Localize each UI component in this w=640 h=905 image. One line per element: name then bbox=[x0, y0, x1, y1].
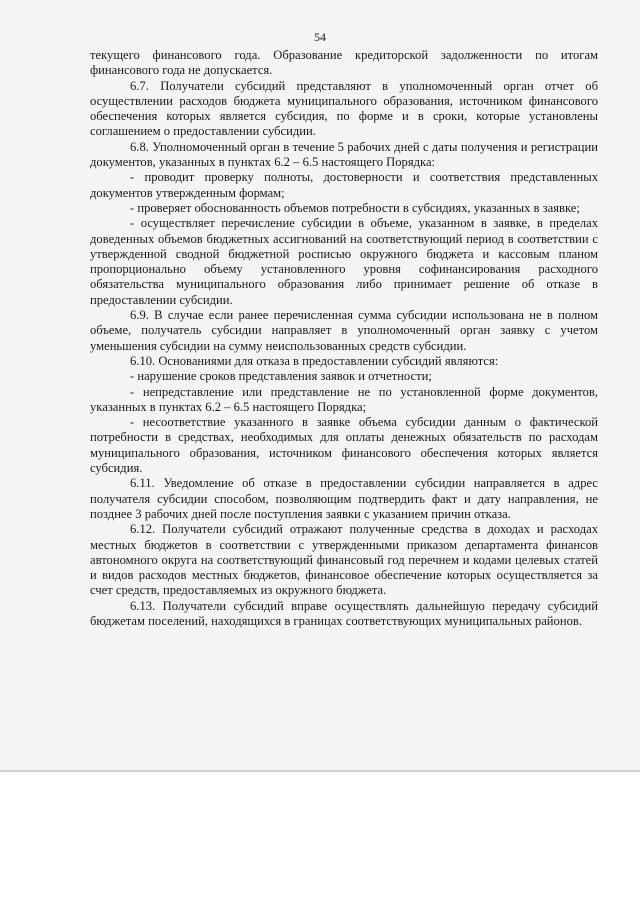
paragraph-6-10: 6.10. Основаниями для отказа в предоставлении субсидий являются: bbox=[130, 353, 499, 368]
list-item: - нарушение сроков представления заявок и отчетности; bbox=[130, 369, 432, 384]
list-item: - непредставление или представление не по установленной форме документов, указанных в пунктах 6.2 – 6.5 настоящего Порядка; bbox=[90, 384, 598, 414]
paragraph-6-7: 6.7. Получатели субсидий представляют в уполномоченный орган отчет об осуществлении расходов бюджета муниципального образования, источником финансового обеспечения которых является субсидия, по форме и в сроки, которые установлены соглашением о предоставлении субсидии. bbox=[90, 78, 598, 139]
paragraph-6-13: 6.13. Получатели субсидий вправе осуществлять дальнейшую передачу субсидий бюджетам поселений, находящихся в границах соответствующих муниципальных районов. bbox=[90, 598, 598, 628]
paragraph-6-8: 6.8. Уполномоченный орган в течение 5 рабочих дней с даты получения и регистрации документов, указанных в пунктах 6.2 – 6.5 настоящего Порядка: bbox=[90, 139, 598, 170]
list-item: - осуществляет перечисление субсидии в объеме, указанном в заявке, в пределах доведенных объемов бюджетных ассигнований на соответствующий период в соответствии с утвержденной сводной бюджетной росписью окружного бюджета и кассовым планом пропорционально объему установленного уровня софинансирования расходного обязательства муниципального образования либо принимает решение об отказе в предоставлении субсидии. bbox=[90, 216, 598, 307]
paragraph-continuation: текущего финансового года. Образование кредиторской задолженности по итогам финансового года не допускается. bbox=[90, 48, 598, 78]
list-item: - проверяет обоснованность объемов потребности в субсидиях, указанных в заявке; bbox=[130, 200, 580, 215]
document-body bbox=[90, 48, 598, 629]
page-number: 54 bbox=[314, 30, 326, 44]
paragraph-6-11: 6.11. Уведомление об отказе в предоставлении субсидии направляется в адрес получателя субсидии способом, позволяющим подтвердить факт и дату направления, не позднее 3 рабочих дней после поступления заявки с указанием причин отказа. bbox=[90, 476, 598, 521]
paragraph-6-12: 6.12. Получатели субсидий отражают полученные средства в доходах и расходах местных бюджетов в соответствии с утвержденными приказом департамента финансов автономного округа на соответствующий финансовый год перечнем и кодами целевых статей и видов расходов местных бюджетов, финансовое обеспечение которых осуществляется за счет средств, предоставляемых из окружного бюджета. bbox=[90, 522, 598, 598]
paragraph-6-9: 6.9. В случае если ранее перечисленная сумма субсидии использована не в полном объеме, получатель субсидии направляет в уполномоченный орган заявку с учетом уменьшения субсидии на сумму неиспользованных средств субсидии. bbox=[90, 308, 598, 353]
list-item: - несоответствие указанного в заявке объема субсидии данным о фактической потребности в средствах, необходимых для оплаты денежных обязательств по расходам муниципального образования, источником финансового обеспечения которых является субсидия. bbox=[90, 415, 598, 476]
scan-edge bbox=[0, 770, 640, 772]
list-item: - проводит проверку полноты, достоверности и соответствия представленных документов утвержденным формам; bbox=[90, 170, 598, 200]
